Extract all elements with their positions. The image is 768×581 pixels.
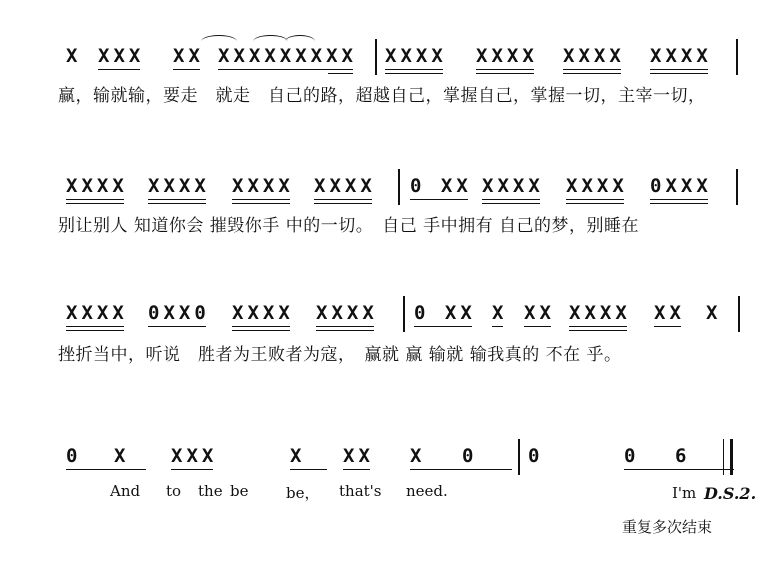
note-group: XXXX bbox=[476, 45, 538, 67]
note-group: XXXX bbox=[232, 302, 294, 324]
lyric-word: be， bbox=[286, 484, 320, 502]
lyric-word: need. bbox=[406, 482, 448, 500]
note-group: XXXX bbox=[232, 175, 294, 197]
note-group: X bbox=[492, 302, 507, 324]
lyric-line-3: 挫折当中，听说 胜者为王败者为寇， 赢就 赢 输就 输我真的 不在 乎。 bbox=[58, 345, 622, 365]
note-group: 0 bbox=[462, 445, 478, 467]
note-group: 0XXX bbox=[650, 175, 712, 197]
note-group: X bbox=[114, 445, 130, 467]
tie-mark bbox=[201, 35, 237, 48]
note-group: XXXX bbox=[314, 175, 376, 197]
note-group: XXXX bbox=[66, 175, 128, 197]
coda-mark: D.S.2. bbox=[704, 484, 757, 503]
note-group: XX bbox=[173, 45, 204, 67]
note-group: 0 XX bbox=[410, 175, 472, 197]
note-group: XX bbox=[524, 302, 555, 324]
barline bbox=[736, 169, 738, 205]
final-barline-thick bbox=[730, 439, 733, 475]
tie-mark bbox=[253, 35, 288, 48]
barline bbox=[738, 296, 740, 332]
note-group: XXXX bbox=[316, 302, 378, 324]
lyric-word: the bbox=[198, 482, 223, 500]
note-group: 0XX0 bbox=[148, 302, 210, 324]
final-barline-thin bbox=[723, 439, 724, 475]
lyric-word: that's bbox=[339, 482, 382, 500]
ending-note: 重复多次结束 bbox=[622, 518, 713, 536]
note-group: XXXX bbox=[563, 45, 625, 67]
lyric-word: be bbox=[230, 482, 249, 500]
note-group: XX bbox=[343, 445, 374, 467]
note-group: XXXX bbox=[66, 302, 128, 324]
barline bbox=[518, 439, 520, 475]
lyric-word: And bbox=[110, 482, 141, 500]
note-group: 0 bbox=[528, 445, 544, 467]
note-group: XXX bbox=[98, 45, 144, 67]
lyric-line-2: 别让别人 知道你会 摧毁你手 中的一切。 自己 手中拥有 自己的梦，别睡在 bbox=[58, 216, 640, 236]
barline bbox=[375, 39, 377, 75]
note-group: X bbox=[290, 445, 305, 467]
note-group: XX bbox=[654, 302, 685, 324]
note-group: XXXX bbox=[569, 302, 631, 324]
note-group: X bbox=[66, 45, 82, 67]
lyric-line-1: 赢，输就输，要走 就走 自己的路，超越自己，掌握自己，掌握一切，主宰一切， bbox=[58, 86, 706, 106]
note-group: XXXX bbox=[385, 45, 447, 67]
barline bbox=[403, 296, 405, 332]
note-group: XXXX bbox=[148, 175, 210, 197]
note-group: XXXXXXXXX bbox=[218, 45, 357, 67]
barline bbox=[398, 169, 400, 205]
note-group: XXXX bbox=[482, 175, 544, 197]
note-group: X bbox=[410, 445, 480, 467]
note-group: XXXX bbox=[650, 45, 712, 67]
note-group: X bbox=[706, 302, 722, 324]
note-group: XXXX bbox=[566, 175, 628, 197]
note-group: 0 XX bbox=[414, 302, 476, 324]
lyric-word: to bbox=[166, 482, 182, 500]
barline bbox=[736, 39, 738, 75]
tie-mark bbox=[285, 35, 315, 48]
note-group: 0 bbox=[66, 445, 116, 467]
note-group: 0 bbox=[624, 445, 694, 467]
note-group: XXX bbox=[171, 445, 217, 467]
note-group: 6 bbox=[675, 445, 691, 467]
lyric-word: I'm bbox=[672, 484, 697, 502]
